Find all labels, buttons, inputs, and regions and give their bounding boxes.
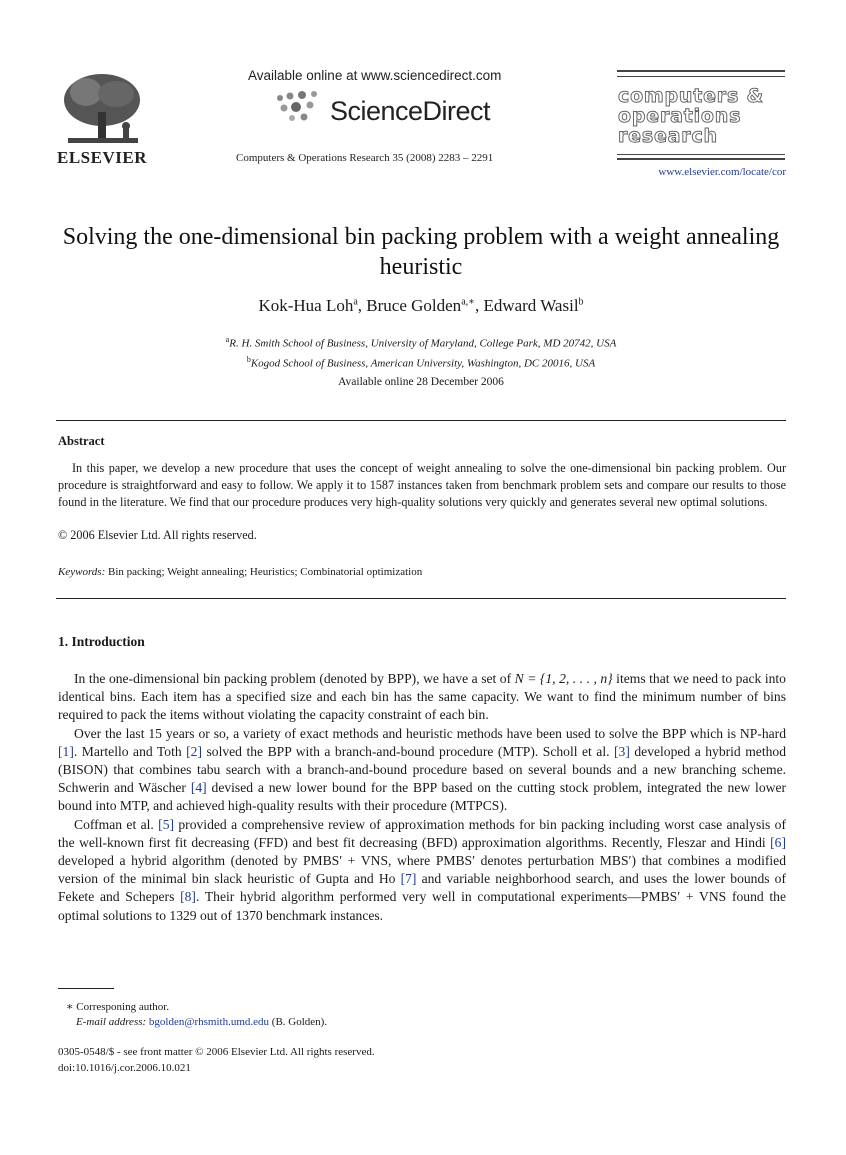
keywords	[58, 566, 422, 578]
doi-text: doi:10.1016/j.cor.2006.10.021	[58, 1062, 191, 1074]
journal-title-rule	[617, 154, 785, 155]
journal-title-rule	[617, 70, 785, 72]
citation-link[interactable]: [7]	[400, 871, 417, 887]
author-list: Kok-Hua Loh$^a$, Bruce Golden$^{a,∗}$, Edward Wasil$^b$	[258, 296, 584, 315]
journal-reference: Computers & Operations Research 35 (2008) 2283 – 2291	[236, 152, 494, 164]
citation-link[interactable]: [2]	[186, 743, 202, 759]
affiliation-line: $^b$Kogod School of Business, American University, Washington, DC 20016, USA	[246, 354, 596, 370]
author-name[interactable]: Edward Wasil	[483, 296, 579, 315]
paragraph: Coffman et al. [5] provided a comprehensive review of approximation methods for bin packing including worst case analysis of the well-known first fit decreasing (FFD) and best fit decreasing (BFD) approximation algorithms. Recently, Fleszar and Hindi [6] developed a hybrid algorithm (denoted by PMBS′ + VNS, where PMBS′ denotes perturbation MBS′) that combines a modified version of the minimal bin slack heuristic of Gupta and Ho [7] and variable neighborhood search, and uses the lower bounds of Fekete and Schepers [8]. Their hybrid algorithm performed very well in computational experiments—PMBS′ + VNS found the optimal solutions to 1329 out of 1370 benchmark instances.	[58, 816, 787, 923]
section-body	[58, 670, 786, 925]
math-expression: N = {1, 2, . . . , n}	[514, 671, 613, 686]
keywords-list: Bin packing; Weight annealing; Heuristics; Combinatorial optimization	[108, 566, 423, 578]
journal-url-link[interactable]: www.elsevier.com/locate/cor	[658, 166, 786, 178]
citation-link[interactable]: [1]	[58, 743, 74, 759]
email-link[interactable]: bgolden@rhsmith.umd.edu	[148, 1016, 270, 1028]
footnote-corresponding: ∗ Corresponing author.	[66, 1001, 170, 1013]
author-name[interactable]: Kok-Hua Loh	[258, 296, 354, 315]
journal-title-logo	[618, 86, 764, 146]
journal-title-line: research	[618, 125, 718, 147]
citation-link[interactable]: [6]	[770, 834, 786, 850]
citation-link[interactable]: [8]	[180, 889, 196, 905]
keywords-label: Keywords:	[58, 566, 106, 578]
abstract-text: In this paper, we develop a new procedure that uses the concept of weight annealing to solve the one-dimensional bin packing problem. Our procedure is straightforward and easy to follow. We apply it to 1587 instances taken from benchmark problem sets and compare our results to those found in the literature. We find that our procedure produces very high-quality solutions very quickly and generates several new optimal solutions.	[58, 461, 786, 509]
divider	[56, 598, 786, 599]
author-affiliation-mark: a,∗	[461, 296, 475, 308]
sciencedirect-wordmark: ScienceDirect	[330, 96, 491, 126]
citation-link[interactable]: [5]	[158, 816, 175, 832]
section-heading: 1. Introduction	[58, 634, 145, 649]
author-affiliation-mark: b	[578, 296, 584, 308]
affiliation-line: $^a$R. H. Smith School of Business, University of Maryland, College Park, MD 20742, USA	[225, 335, 617, 350]
divider	[56, 420, 786, 421]
affiliations	[56, 332, 786, 371]
author-name[interactable]: Bruce Golden	[366, 296, 462, 315]
available-online-text: Available online at www.sciencedirect.com	[248, 68, 502, 83]
footnote-email: E-mail address: bgolden@rhsmith.umd.edu (B. Golden).	[76, 1016, 328, 1028]
journal-title-line: operations	[618, 105, 742, 127]
journal-title-line: computers &	[618, 85, 764, 107]
abstract-copyright: © 2006 Elsevier Ltd. All rights reserved.	[58, 528, 257, 542]
front-matter	[58, 1044, 375, 1076]
abstract-heading: Abstract	[58, 434, 105, 448]
citation-link[interactable]: [4]	[190, 780, 207, 796]
publisher-name: ELSEVIER	[57, 148, 147, 167]
available-online-date: Available online 28 December 2006	[338, 376, 504, 388]
journal-title-rule	[617, 158, 785, 160]
paragraph: Over the last 15 years or so, a variety of exact methods and heuristic methods have been used to solve the BPP which is NP-hard [1]. Martello and Toth [2] solved the BPP with a branch-and-bound procedure (MTP). Scholl et al. [3] developed a hybrid method (BISON) that combines tabu search with a branch-and-bound procedure based on several bounds and a new branching scheme. Schwerin and Wäscher [4] devised a new lower bound for the BPP based on the cutting stock problem, integrated the new lower bound into MTP, and achieved high-quality results with their procedure (MTPCS).	[58, 725, 787, 814]
paragraph: In the one-dimensional bin packing problem (denoted by BPP), we have a set of N = {1, 2, . . . , n} items that we need to pack into identical bins. Each item has a specified size and each bin has the same capacity. We want to find the minimum number of bins required to pack the items without violating the capacity constraint of each bin.	[58, 671, 786, 723]
front-matter-line: 0305-0548/$ - see front matter © 2006 Elsevier Ltd. All rights reserved.	[58, 1046, 375, 1058]
sciencedirect-dots-icon	[272, 90, 328, 124]
author-affiliation-mark: a	[353, 296, 358, 308]
article-title: Solving the one-dimensional bin packing problem with a weight annealing heuristic	[62, 224, 780, 280]
citation-link[interactable]: [3]	[614, 743, 630, 759]
footnote-rule	[58, 988, 114, 989]
journal-title-rule	[617, 76, 785, 77]
